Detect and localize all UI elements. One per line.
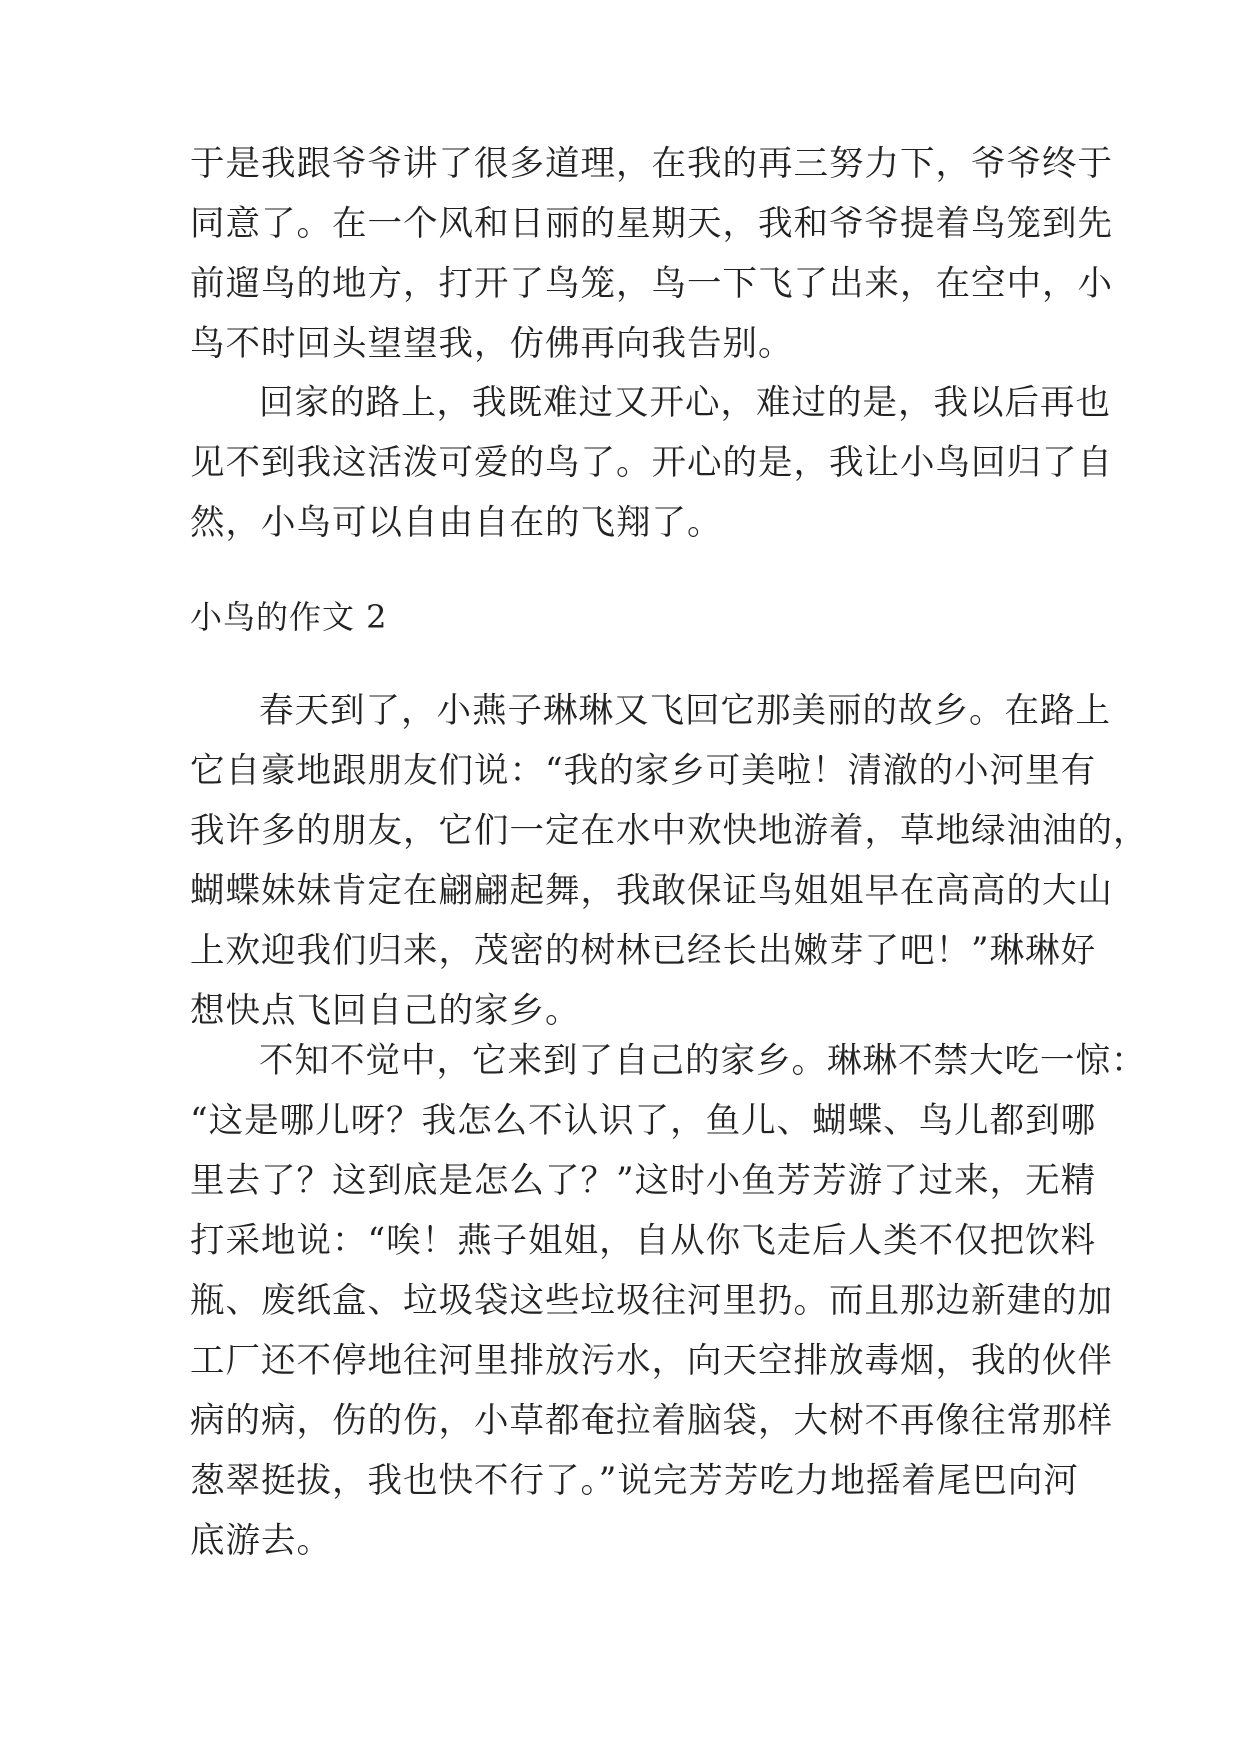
- paragraph-line: “这是哪儿呀？我怎么不认识了，鱼儿、蝴蝶、鸟儿都到哪: [190, 1101, 1097, 1141]
- essay-2-paragraph-2: [190, 1031, 1147, 1571]
- paragraph-line: 于是我跟爷爷讲了很多道理，在我的再三努力下，爷爷终于: [190, 144, 1113, 184]
- essay-1-paragraph-1: [190, 134, 1113, 374]
- paragraph-line: 上欢迎我们归来，茂密的树林已经长出嫩芽了吧！”琳琳好: [190, 931, 1097, 971]
- paragraph-line: 打采地说：“唉！燕子姐姐，自从你飞走后人类不仅把饮料: [190, 1221, 1097, 1261]
- essay-2-title: 小鸟的作文 2: [190, 598, 388, 636]
- paragraph-line: 回家的路上，我既难过又开心，难过的是，我以后再也: [259, 383, 1111, 423]
- paragraph-line: 葱翠挺拔，我也快不行了。”说完芳芳吃力地摇着尾巴向河: [190, 1461, 1079, 1501]
- paragraph-line: 底游去。: [190, 1521, 332, 1561]
- paragraph-line: 我许多的朋友，它们一定在水中欢快地游着，草地绿油油的，: [190, 811, 1149, 851]
- paragraph-line: 蝴蝶妹妹肯定在翩翩起舞，我敢保证鸟姐姐早在高高的大山: [190, 871, 1113, 911]
- paragraph-line: 同意了。在一个风和日丽的星期天，我和爷爷提着鸟笼到先: [190, 204, 1113, 244]
- paragraph-line: 然，小鸟可以自由自在的飞翔了。: [190, 503, 723, 543]
- paragraph-line: 见不到我这活泼可爱的鸟了。开心的是，我让小鸟回归了自: [190, 443, 1113, 483]
- paragraph-line: 里去了？这到底是怎么了？”这时小鱼芳芳游了过来，无精: [190, 1161, 1097, 1201]
- paragraph-line: 工厂还不停地往河里排放污水，向天空排放毒烟，我的伙伴: [190, 1341, 1113, 1381]
- paragraph-line: 春天到了，小燕子琳琳又飞回它那美丽的故乡。在路上: [259, 691, 1111, 731]
- paragraph-line: 前遛鸟的地方，打开了鸟笼，鸟一下飞了出来，在空中，小: [190, 264, 1113, 304]
- paragraph-line: 它自豪地跟朋友们说：“我的家乡可美啦！清澈的小河里有: [190, 751, 1097, 791]
- essay-2-paragraph-1: [190, 681, 1149, 1041]
- paragraph-line: 病的病，伤的伤，小草都奄拉着脑袋，大树不再像往常那样: [190, 1401, 1113, 1441]
- paragraph-line: 鸟不时回头望望我，仿佛再向我告别。: [190, 324, 794, 364]
- paragraph-line: 瓶、废纸盒、垃圾袋这些垃圾往河里扔。而且那边新建的加: [190, 1281, 1113, 1321]
- essay-1-paragraph-2: [190, 373, 1113, 553]
- paragraph-line: 不知不觉中，它来到了自己的家乡。琳琳不禁大吃一惊：: [259, 1041, 1147, 1081]
- paragraph-line: 想快点飞回自己的家乡。: [190, 991, 581, 1031]
